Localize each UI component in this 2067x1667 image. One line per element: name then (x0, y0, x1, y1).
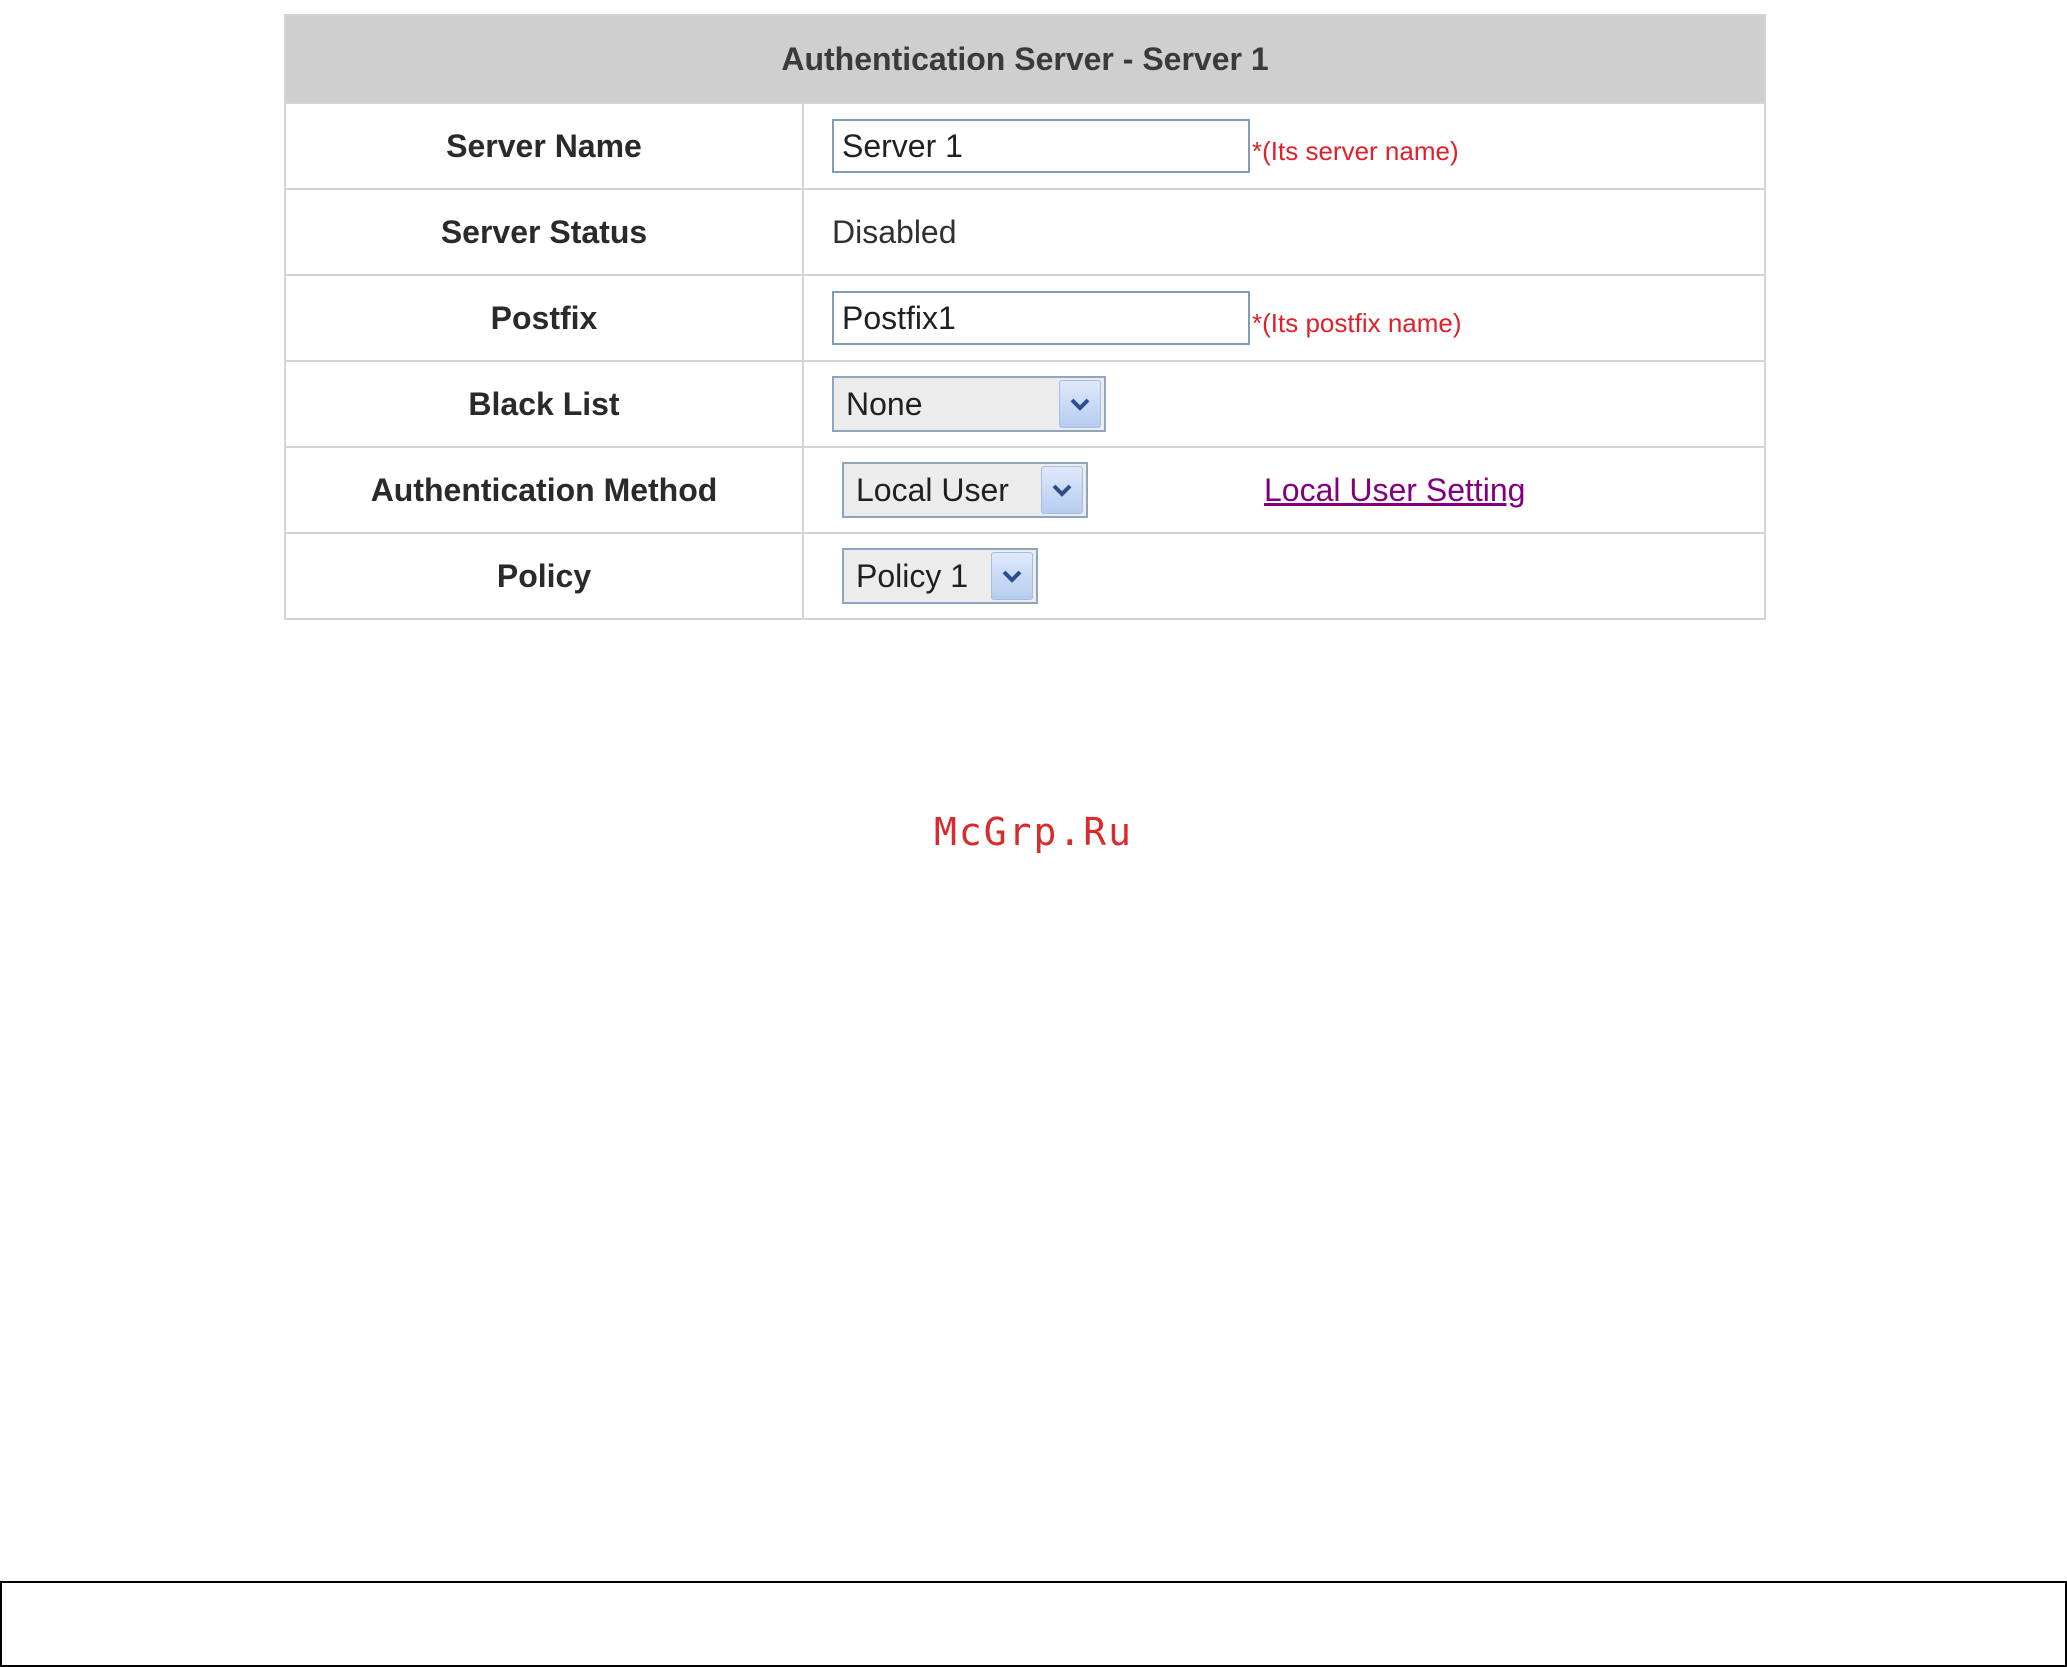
black-list-label: Black List (286, 362, 804, 446)
policy-select[interactable] (842, 548, 1038, 604)
watermark-text: McGrp.Ru (933, 810, 1134, 854)
black-list-select[interactable] (832, 376, 1106, 432)
row-postfix (286, 276, 1764, 362)
server-name-hint: *(Its server name) (1252, 135, 1459, 166)
row-policy (286, 534, 1764, 618)
row-auth-method (286, 448, 1764, 534)
auth-server-panel (284, 14, 1766, 620)
postfix-input[interactable] (832, 291, 1250, 345)
auth-method-select[interactable] (842, 462, 1088, 518)
server-name-input[interactable] (832, 119, 1250, 173)
row-server-status (286, 190, 1764, 276)
row-black-list (286, 362, 1764, 448)
footer-frame (0, 1581, 2067, 1667)
policy-selected: Policy 1 (856, 557, 969, 594)
policy-label: Policy (286, 534, 804, 618)
chevron-down-icon[interactable] (1059, 380, 1101, 428)
panel-title: Authentication Server - Server 1 (286, 16, 1764, 104)
auth-method-selected: Local User (856, 471, 1009, 508)
black-list-selected: None (846, 385, 923, 422)
local-user-setting-link[interactable]: Local User Setting (1264, 471, 1526, 508)
row-server-name (286, 104, 1764, 190)
chevron-down-icon[interactable] (991, 552, 1033, 600)
chevron-down-icon[interactable] (1041, 466, 1083, 514)
server-name-label: Server Name (286, 104, 804, 188)
server-status-label: Server Status (286, 190, 804, 274)
server-status-value: Disabled (832, 213, 957, 250)
auth-method-label: Authentication Method (286, 448, 804, 532)
postfix-hint: *(Its postfix name) (1252, 307, 1462, 338)
postfix-label: Postfix (286, 276, 804, 360)
